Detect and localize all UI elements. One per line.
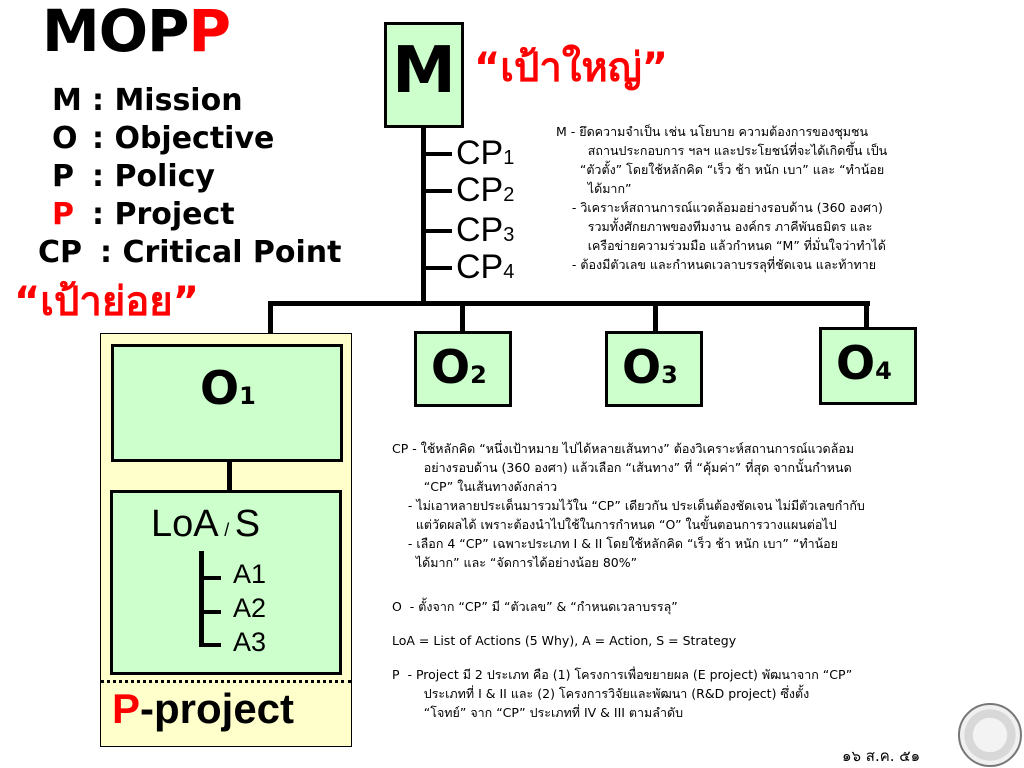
legend-item-mission [52, 83, 243, 118]
loa-connector-line [227, 462, 232, 490]
critical-point-notes: CP - ใช้หลักคิด “หนึ่งเป้าหมาย ไปได้หลายเส้นทาง” ต้องวิเคราะห์สถานการณ์แวดล้อม อย่างรอบด้าน (360 องศา) แล้วเลือก “เส้นทาง” ที่ “คุ้มค่า” ที่สุด จากนั้นกำหนด “CP” ในเส้นทางดังกล่าว - ไม่เอาหลายประเด็นมารวมไว้ใน “CP” เดียวกัน ประเด็นต้องชัดเจน ไม่มีตัวเลขกำกับ แต่วัดผลได้ เพราะต้องนำไปใช้ในการกำหนด “O” ในขั้นตอนการวางแผนต่อไป - เลือก 4 “CP” เฉพาะประเภท I & II โดยใช้หลักคิด “เร็ว ช้า หนัก เบา” “ทำน้อย ได้มาก” และ “จัดการได้อย่างน้อย 80%” [392, 441, 865, 570]
legend-item-objective [52, 121, 275, 156]
project-notes: P - Project มี 2 ประเภท คือ (1) โครงการเพื่อขยายผล (E project) พัฒนาจาก “CP” ประเภทที่ I & II และ (2) โครงการวิจัยและพัฒนา (R&D project) ซึ่งตั้ง “โจทย์” จาก “CP” ประเภทที่ IV & III ตามลำดับ [392, 667, 853, 720]
objective-number: 2 [470, 361, 487, 389]
objective-letter: O [200, 361, 240, 415]
legend-sep: : [92, 197, 104, 232]
legend-sep: : [92, 159, 104, 194]
action-item-3: A3 [233, 627, 267, 657]
legend-key: CP [38, 235, 83, 270]
legend-text: Critical Point [122, 235, 342, 270]
cp-branch-line [424, 189, 452, 193]
mission-letter: M [392, 34, 456, 108]
critical-point-2: CP2 [456, 171, 515, 209]
cp-branch-line [424, 266, 452, 270]
critical-point-4: CP4 [456, 248, 515, 286]
legend-key: O [52, 121, 78, 156]
panel-divider [100, 680, 352, 683]
legend-text: Project [114, 197, 235, 232]
legend-sep: : [100, 235, 112, 270]
objective-number: 3 [661, 361, 678, 389]
objective-box-4 [819, 327, 917, 405]
legend-sep: : [92, 121, 104, 156]
legend-text: Policy [114, 159, 215, 194]
objective-letter: O [431, 340, 471, 394]
legend-item-policy [52, 159, 215, 194]
objective-letter: O [622, 340, 662, 394]
legend-item-critical-point [38, 235, 342, 270]
legend-sep: : [92, 83, 104, 118]
loa-note: LoA = List of Actions (5 Why), A = Action, S = Strategy [392, 633, 737, 648]
legend-key: P [52, 159, 74, 194]
title-main: MOP [42, 0, 189, 65]
objective-drop-line [653, 301, 658, 331]
loa-box [110, 490, 342, 675]
project-label-text: -project [140, 685, 295, 732]
cp-branch-line [424, 152, 452, 156]
loa-slash: / [224, 520, 230, 540]
action-branch-line [199, 610, 221, 614]
objective-drop-line [460, 301, 465, 331]
project-label-accent: P [112, 685, 141, 732]
objective-note: O - ตั้งจาก “CP” มี “ตัวเลข” & “กำหนดเวลาบรรลุ” [392, 599, 678, 614]
objective-drop-line [864, 301, 869, 329]
objective-connector-line [268, 301, 870, 306]
page-title [42, 0, 231, 65]
date-label: ๑๖ ส.ค. ๕๑ [842, 747, 921, 765]
university-seal-icon [958, 703, 1022, 767]
action-item-1: A1 [233, 559, 267, 589]
action-branch-line [199, 576, 221, 580]
critical-point-1: CP1 [456, 134, 515, 172]
objective-number: 1 [239, 382, 256, 410]
legend-text: Mission [114, 83, 243, 118]
mission-box [384, 22, 464, 128]
objective-box-2 [414, 331, 512, 407]
objective-box-3 [605, 331, 703, 407]
sub-goal-label: “เป้าย่อย” [14, 279, 199, 325]
legend-key: P [52, 197, 74, 232]
objective-number: 4 [875, 357, 892, 385]
objective-box-1 [111, 344, 343, 462]
action-trunk-line [199, 551, 204, 647]
strategy-label: S [234, 503, 261, 545]
big-goal-label: “เป้าใหญ่” [474, 45, 669, 91]
legend-text: Objective [114, 121, 275, 156]
critical-point-3: CP3 [456, 211, 515, 249]
legend-key: M [52, 83, 82, 118]
action-item-2: A2 [233, 593, 267, 623]
mission-notes: M - ยึดความจำเป็น เช่น นโยบาย ความต้องการของชุมชน สถานประกอบการ ฯลฯ และประโยชน์ที่จะได้เกิดขึ้น เป็น “ตัวตั้ง” โดยใช้หลักคิด “เร็ว ช้า หนัก เบา” และ “ทำน้อย ได้มาก” - วิเคราะห์สถานการณ์แวดล้อมอย่างรอบด้าน (360 องศา) รวมทั้งศักยภาพของทีมงาน องค์กร ภาคีพันธมิตร และ เครือข่ายความร่วมมือ แล้วกำหนด “M” ที่มั่นใจว่าทำได้ - ต้องมีตัวเลข และกำหนดเวลาบรรลุที่ชัดเจน และท้าทาย [556, 124, 888, 272]
legend-item-project [52, 197, 235, 232]
objective-letter: O [836, 336, 876, 390]
loa-label: LoA [151, 503, 219, 545]
title-accent: P [188, 0, 231, 65]
cp-branch-line [424, 229, 452, 233]
action-branch-line [199, 643, 221, 647]
project-label [112, 685, 295, 732]
